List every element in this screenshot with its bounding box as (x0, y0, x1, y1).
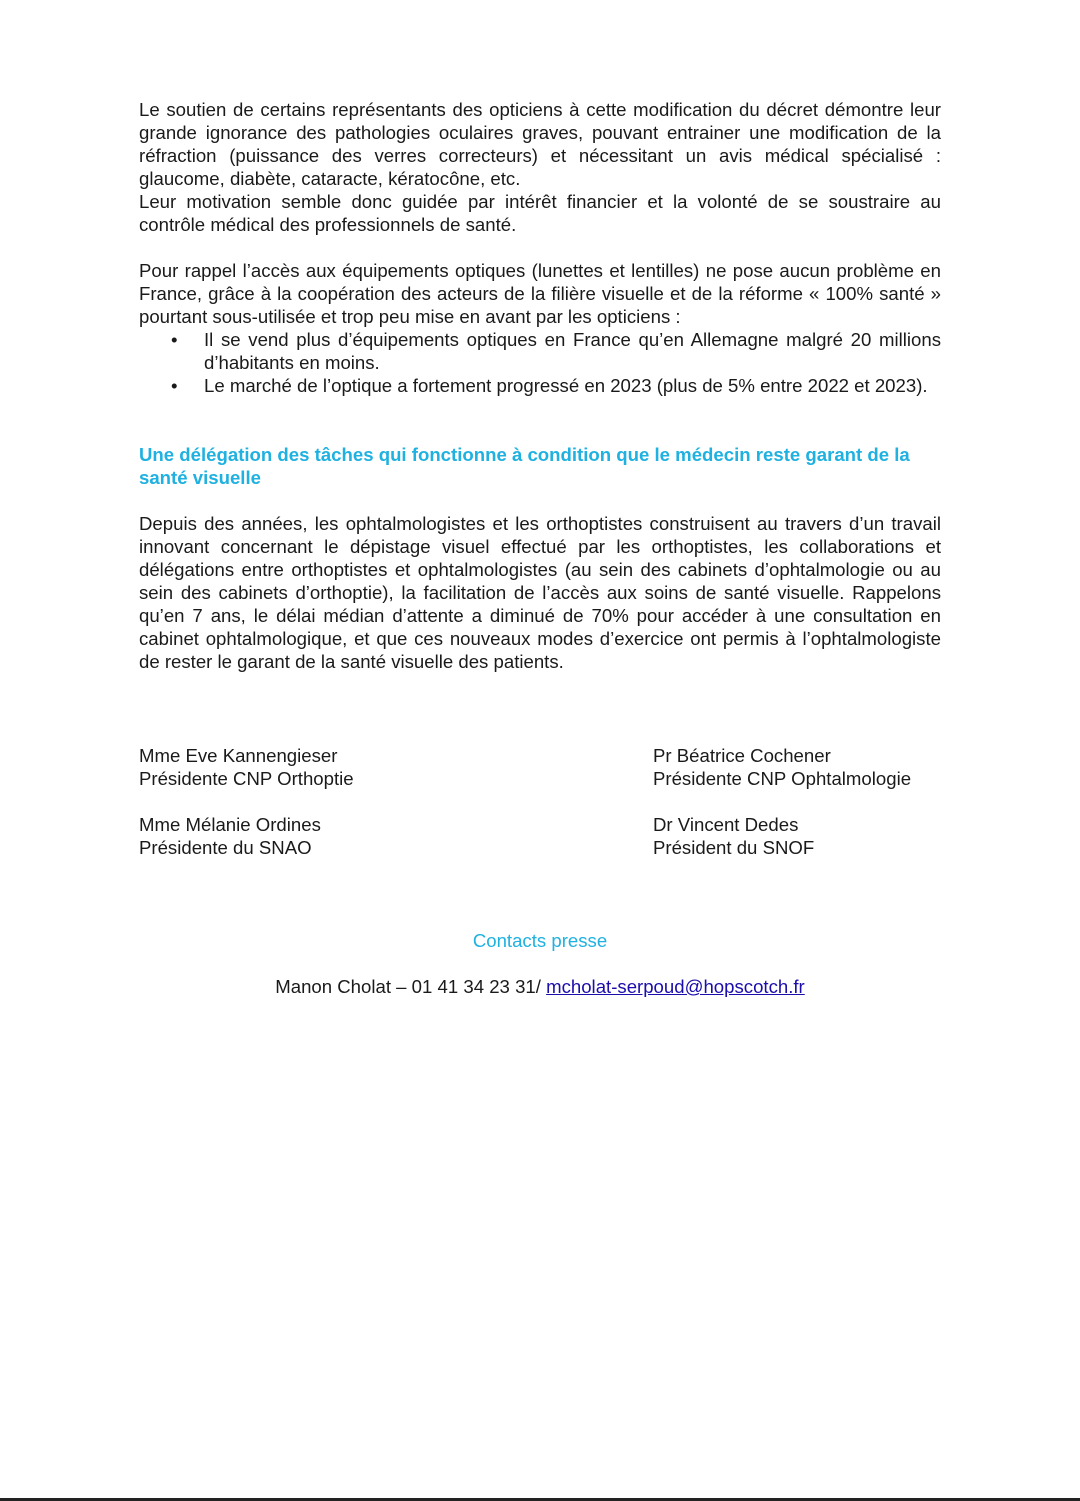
signatory-name: Mme Eve Kannengieser (139, 745, 338, 766)
paragraph-acces-equipements: Pour rappel l’accès aux équipements optiques (lunettes et lentilles) ne pose aucun problème en France, grâce à la coopération des acteurs de la filière visuelle et de la réforme « 100% santé » pourtant sous-utilisée et trop peu mise en avant par les opticiens : (139, 260, 941, 327)
email-link[interactable]: mcholat-serpoud@hopscotch.fr (546, 976, 805, 997)
signature-row (139, 744, 941, 790)
contacts-heading: Contacts presse (472, 930, 608, 951)
signatory-role: Présidente CNP Orthoptie (139, 768, 354, 789)
list-item (139, 328, 941, 374)
paragraph-delegation: Depuis des années, les ophtalmologistes et les orthoptistes construisent au travers d’un travail innovant concernant le dépistage visuel effectué par les orthoptistes, les collaborations et délégations entre orthoptistes et ophtalmologistes (au sein des cabinets d’ophtalmologie ou au sein des cabinets d’orthoptie), la facilitation de l’accès aux soins de santé visuelle. Rappelons qu’en 7 ans, le délai médian d’attente a diminué de 70% pour accéder à une consultation en cabinet ophtalmologique, et que ces nouveaux modes d’exercice ont permis à l’ophtalmologiste de rester le garant de la santé visuelle des patients. (139, 513, 941, 672)
list-item (139, 374, 941, 397)
signature-row (139, 813, 941, 859)
section-heading: Une délégation des tâches qui fonctionne à condition que le médecin reste garant de la santé visuelle (139, 444, 910, 488)
signatures-block (139, 744, 941, 859)
paragraph-opticiens-ignorance: Le soutien de certains représentants des opticiens à cette modification du décret démontre leur grande ignorance des pathologies oculaires graves, pouvant entrainer une modification de la réfraction (puissance des verres correcteurs) et nécessitant un avis médical spécialisé : glaucome, diabète, cataracte, kératocône, etc. (139, 99, 941, 189)
signatory-name: Pr Béatrice Cochener (653, 745, 831, 766)
signature-right (653, 813, 941, 859)
document-body (139, 98, 941, 673)
list-item-text: Le marché de l’optique a fortement progressé en 2023 (plus de 5% entre 2022 et 2023). (204, 375, 928, 396)
list-item-text: Il se vend plus d’équipements optiques en France qu’en Allemagne malgré 20 millions d’habitants en moins. (204, 329, 941, 373)
signatory-name: Mme Mélanie Ordines (139, 814, 321, 835)
signatory-role: Présidente CNP Ophtalmologie (653, 768, 912, 789)
contact-line (0, 975, 1080, 998)
signatory-name: Dr Vincent Dedes (653, 814, 799, 835)
signature-right (653, 744, 941, 790)
bullet-icon: • (171, 329, 178, 350)
signature-left (139, 813, 653, 859)
signatory-role: Présidente du SNAO (139, 837, 312, 858)
bullet-list (139, 328, 941, 397)
signature-left (139, 744, 653, 790)
signatory-role: Président du SNOF (653, 837, 815, 858)
paragraph-motivation: Leur motivation semble donc guidée par intérêt financier et la volonté de se soustraire au contrôle médical des professionnels de santé. (139, 191, 941, 235)
bullet-icon: • (171, 375, 178, 396)
contact-details: Manon Cholat – 01 41 34 23 31/ (275, 976, 547, 997)
